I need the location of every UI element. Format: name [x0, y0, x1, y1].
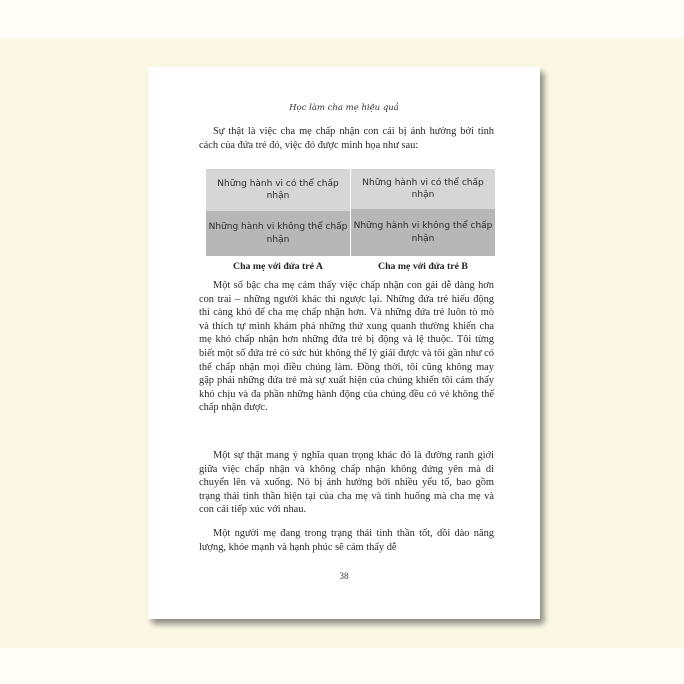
running-header: Học làm cha mẹ hiệu quả [289, 103, 399, 113]
child-a-acceptable-box: Những hành vi có thể chấp nhận [206, 169, 350, 211]
body-paragraph-3: Một người mẹ đang trong trạng thái tinh thần tốt, dồi dào năng lượng, khỏe mạnh và hạnh phúc sẽ cảm thấy dễ [199, 528, 494, 553]
body-paragraph-2: Một sự thật mang ý nghĩa quan trọng khác đó là đường ranh giới giữa việc chấp nhận và không chấp nhận không đứng yên mà di chuyển lên và xuống. Nó bị ảnh hưởng bởi nhiều yếu tố, bao gồm trạng thái tinh thần hiện tại của cha mẹ và tình huống mà cha mẹ và con cái tiếp xúc với nhau. [199, 450, 494, 516]
book-page [148, 67, 540, 619]
child-b-unacceptable-box: Những hành vi không thể chấp nhận [351, 209, 495, 256]
child-a-caption: Cha mẹ với đứa trẻ A [233, 261, 323, 272]
child-a-unacceptable-box: Những hành vi không thể chấp nhận [206, 211, 350, 256]
page-number: 38 [339, 571, 349, 581]
intro-paragraph: Sự thật là việc cha mẹ chấp nhận con cái bị ảnh hưởng bởi tính cách của đứa trẻ đó, việc đó được minh họa như sau: [199, 126, 494, 151]
body-paragraph-1: Một số bậc cha mẹ cảm thấy việc chấp nhận con gái dễ dàng hơn con trai – những người khác thì ngược lại. Những đứa trẻ hiếu động thì càng khó để cha mẹ chấp nhận hơn. Và những đứa trẻ luôn tò mò và thích tự mình khám phá những thứ xung quanh thường khiến cha mẹ khó chấp nhận hơn những đứa trẻ bị động và lệ thuộc. Tôi từng biết một số đứa trẻ có sức hút không thể lý giải được và tôi gần như có thể chấp nhận mọi điều chúng làm. Đồng thời, tôi cũng không may gặp phải những đứa trẻ mà sự xuất hiện của chúng khiến tôi cảm thấy khó chịu và đa phần những hành động của chúng đều có vẻ không thể chấp nhận được. [199, 280, 494, 414]
child-b-acceptable-box: Những hành vi có thể chấp nhận [351, 169, 495, 209]
child-b-caption: Cha mẹ với đứa trẻ B [378, 261, 468, 272]
